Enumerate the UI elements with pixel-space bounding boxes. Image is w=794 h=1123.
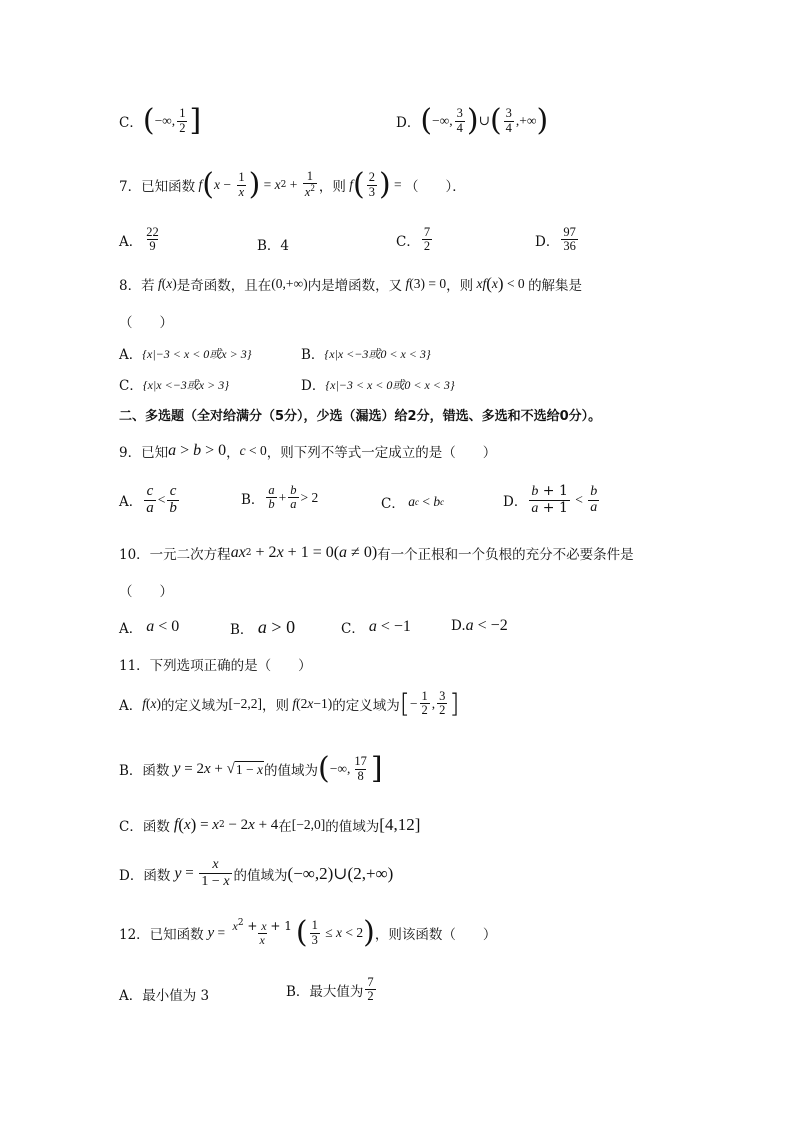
q7-option-d: D． $\frac{97}{36}$ [535,225,576,254]
fraction: $\frac{1}{2}$ [179,106,186,135]
q7-stem: 7．已知函数 f ( x − $\frac{1}{x}$ ) = x 2 + $\frac{1}{x^2}$ ，则 f ( $\frac{2}{3}$ ) = （ ）． [119,167,466,202]
q8-stem: 8．若 f ( x ) 是奇函数，且在 (0,+∞) 内是增函数，又 f (3) = 0 ，则 xf ( x ) < 0 的解集是 [119,274,583,294]
q10-stem: 10．一元二次方程 ax 2 + 2 x + 1 = 0( a ≠ 0) 有一个正根和一个负根的充分不必要条件是 [119,544,634,563]
q8-option-c: C． {x|x <−3或x > 3} [119,377,230,394]
q6-option-c: C． ( −∞, $\frac{1}{2}$ ] [119,103,202,138]
q10-paren: （ ） [119,584,173,600]
q12-option-a: A．最小值为 3 [119,988,210,1004]
q11-option-b: B．函数 y = 2 x + √ 1 − x 的值域为 ( −∞, $\frac{17}{8}$ ] [119,751,383,786]
q8-option-d: D． {x|−3 < x < 0或0 < x < 3} [301,377,455,394]
q10-option-d: D. a < −2 [451,617,508,634]
section-heading: 二、多选题（全对给满分（5分），少选（漏选）给2分，错选、多选和不选给0分）。 [119,409,602,424]
q10-option-b: B． a > 0 [230,617,296,638]
q10-option-c: C． a < −1 [341,618,411,637]
q11-option-a: A． f ( x ) 的定义域为 [−2,2] ，则 f (2 x −1) 的定义域为 [ − $\frac{1}{2}$ , $\frac{3}{2}$ ] [119,688,460,719]
q10-option-a: A． a < 0 [119,618,180,637]
q9-stem: 9．已知 a > b > 0 ， c < 0 ，则下列不等式一定成立的是（ ） [119,442,497,461]
q11-option-d: D．函数 y = $\frac{x}{1 - x}$ 的值域为 (−∞,2)∪(2,+∞) [119,857,394,889]
q9-option-b: B． $\frac{a}{b}$ + $\frac{b}{a}$ > 2 [241,483,319,512]
q11-stem: 11．下列选项正确的是（ ） [119,658,312,674]
q6-option-d: D． ( −∞, $\frac{3}{4}$ ) ∪ ( $\frac{3}{4}$ ,+∞ ) [396,103,549,138]
q7-option-a: A． $\frac{22}{9}$ [119,225,159,254]
q9-option-d: D． $\frac{b + 1}{a + 1}$ < $\frac{b}{a}$ [503,483,598,516]
q11-option-c: C．函数 f ( x ) = x 2 − 2 x + 4 在 [−2,0] 的值域为 [4,12] [119,815,421,835]
q9-option-c: C． a c < b c [381,494,445,512]
q9-option-a: A． $\frac{c}{a}$ < $\frac{c}{b}$ [119,483,177,516]
q7-option-c: C． $\frac{7}{2}$ [396,225,431,254]
q8-paren: （ ） [119,315,173,331]
q8-option-a: A． {x|−3 < x < 0或x > 3} [119,346,252,363]
q8-option-b: B． {x|x <−3或0 < x < 3} [301,346,431,363]
q7-option-b: B．4 [257,238,290,254]
q12-option-b: B．最大值为 $\frac{7}{2}$ [286,975,374,1004]
q12-stem: 12．已知函数 y = $\frac{x^2 + x + 1}{x}$ ( $\frac{1}{3}$ ≤ x < 2 ) ，则该函数（ ） [119,915,497,950]
